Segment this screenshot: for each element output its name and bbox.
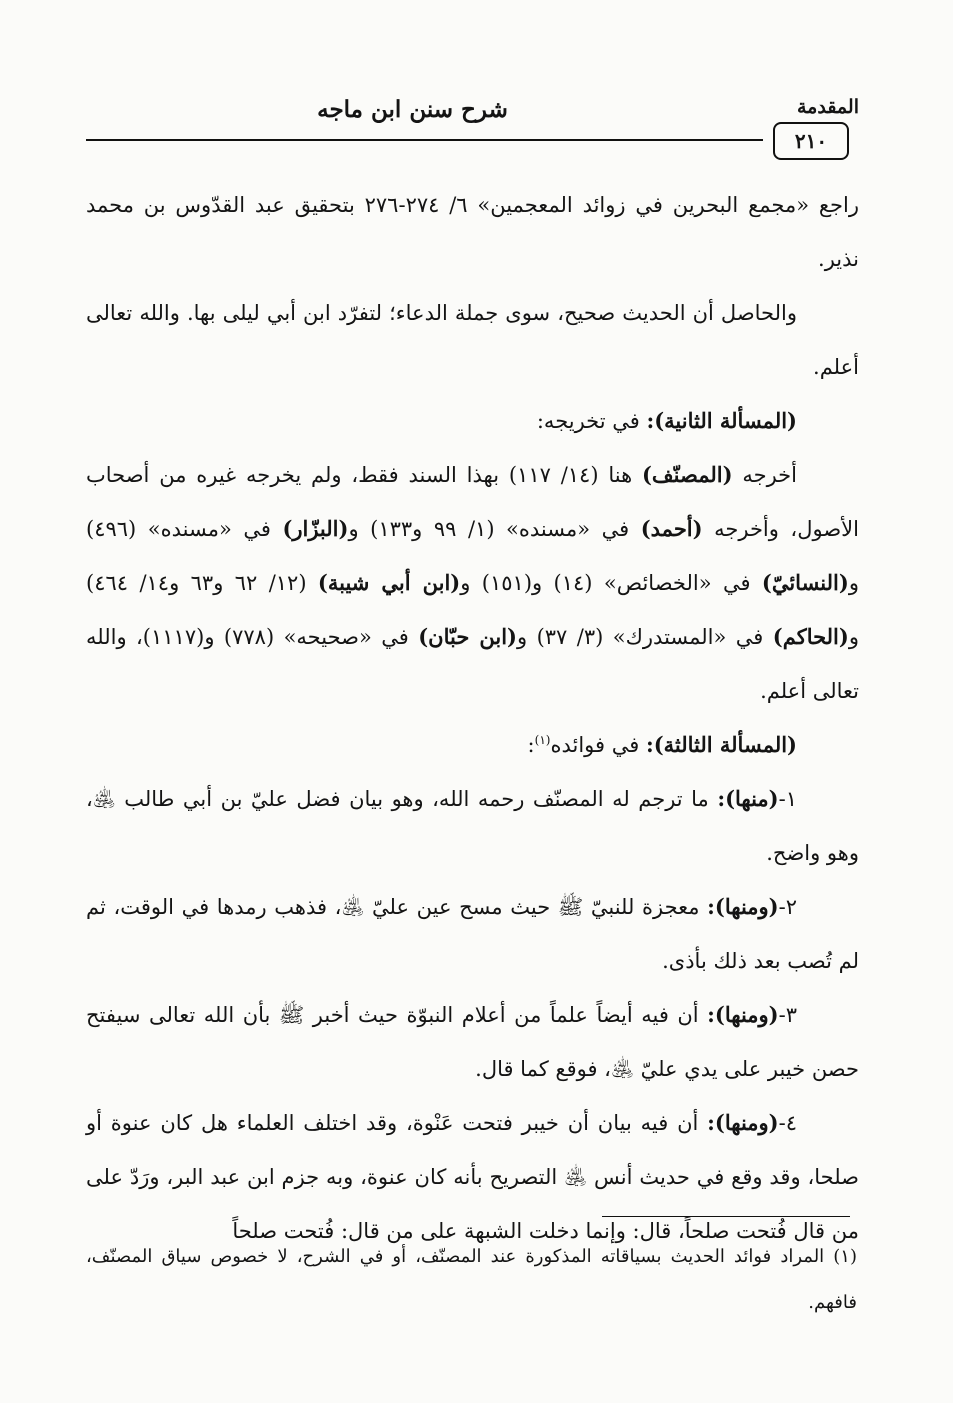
main-text: [86, 178, 859, 1258]
benefit-item-1: [86, 772, 859, 880]
item-number: ١-: [778, 787, 797, 811]
text-run: في «المستدرك» (٣/ ٣٧) و: [516, 625, 773, 649]
page-header: [86, 96, 859, 162]
source-name: (النسائيّ): [761, 570, 849, 595]
source-name: (المصنّف): [641, 462, 733, 487]
source-name: (البزّار): [282, 516, 349, 541]
item-text: معجزة للنبيّ ﷺ حيث مسح عين عليّ ﵁، فذهب رمدها في الوقت، ثم لم تُصب بعد ذلك بأذى.: [86, 895, 859, 973]
header-rule: [86, 139, 763, 141]
text-run: (١٢/ ٦٢ و٦٣ و١٤/ ٤٦٤) و: [86, 571, 859, 649]
text-run: هنا (١٤/ ١١٧) بهذا السند فقط، ولم يخرجه غيره من أصحاب الأصول، وأخرجه: [86, 463, 859, 541]
text-run: في «مسنده» (١/ ٩٩ و١٣٣) و: [348, 517, 641, 541]
page-number: ٢١٠: [773, 122, 849, 160]
item-label: (منها):: [717, 786, 779, 811]
text-run: في «مسنده» (٤٩٦) و: [86, 517, 859, 595]
item-text: أن فيه بيان أن خيبر فتحت عَنْوة، وقد اختلف العلماء هل كان عنوة أو صلحا، وقد وقع في حديث أنس ﵁ التصريح بأنه كان عنوة، وبه جزم ابن عبد البر، ورَدّ على من قال فُتحت صلحاً، قال: وإنما دخلت الشبهة على من قال: فُتحت صلحاً: [86, 1111, 859, 1243]
footnote-area: [86, 1234, 857, 1326]
item-label: (ومنها):: [707, 1110, 779, 1135]
item-number: ٣-: [778, 1003, 797, 1027]
heading-second-issue: [86, 394, 859, 448]
item-number: ٢-: [778, 895, 797, 919]
paragraph-conclusion: والحاصل أن الحديث صحيح، سوى جملة الدعاء؛ لتفرّد ابن أبي ليلى بها. والله تعالى أعلم.: [86, 301, 859, 379]
source-name: (ابن حبّان): [418, 624, 517, 649]
heading-label: (المسألة الثانية):: [646, 408, 797, 433]
benefit-item-2: [86, 880, 859, 988]
book-title: شرح سنن ابن ماجه: [317, 96, 508, 123]
source-name: (الحاكم): [772, 624, 849, 649]
footnote-rule: [602, 1216, 850, 1217]
section-title: المقدمة: [796, 96, 859, 118]
source-name: (ابن أبي شيبة): [317, 570, 461, 595]
heading-text: في فوائده: [550, 733, 646, 757]
footnote-ref: (١): [534, 733, 551, 747]
benefit-item-3: [86, 988, 859, 1096]
item-text: أن فيه أيضاً علماً من أعلام النبوّة حيث أخبر ﷺ بأن الله تعالى سيفتح حصن خيبر على يدي عليّ ﵁، فوقع كما قال.: [86, 1003, 859, 1081]
item-label: (ومنها):: [707, 894, 779, 919]
text-run: أخرجه: [732, 463, 797, 487]
text-run: في «صحيحه» (٧٧٨) و(١١١٧)، والله تعالى أعلم.: [86, 625, 859, 703]
item-text: ما ترجم له المصنّف رحمه الله، وهو بيان فضل عليّ بن أبي طالب ﵁، وهو واضح.: [86, 787, 859, 865]
text-run: في «الخصائص» (١٤) و(١٥١) و: [460, 571, 762, 595]
source-name: (أحمد): [640, 516, 703, 541]
heading-third-issue: [86, 718, 859, 772]
paragraph-takhrij: [86, 448, 859, 718]
item-number: ٤-: [778, 1111, 797, 1135]
paragraph-reference: راجع «مجمع البحرين في زوائد المعجمين» ٦/ ٢٧٤-٢٧٦ بتحقيق عبد القدّوس بن محمد نذير.: [86, 193, 859, 271]
heading-label: (المسألة الثالثة):: [645, 732, 797, 757]
item-label: (ومنها):: [707, 1002, 779, 1027]
heading-text: في تخريجه:: [536, 409, 647, 433]
heading-colon: :: [527, 733, 535, 757]
footnote-1: (١) المراد فوائد الحديث بسياقاته المذكورة عند المصنّف، أو في الشرح، لا خصوص سياق المصنّف، فافهم.: [86, 1246, 857, 1313]
